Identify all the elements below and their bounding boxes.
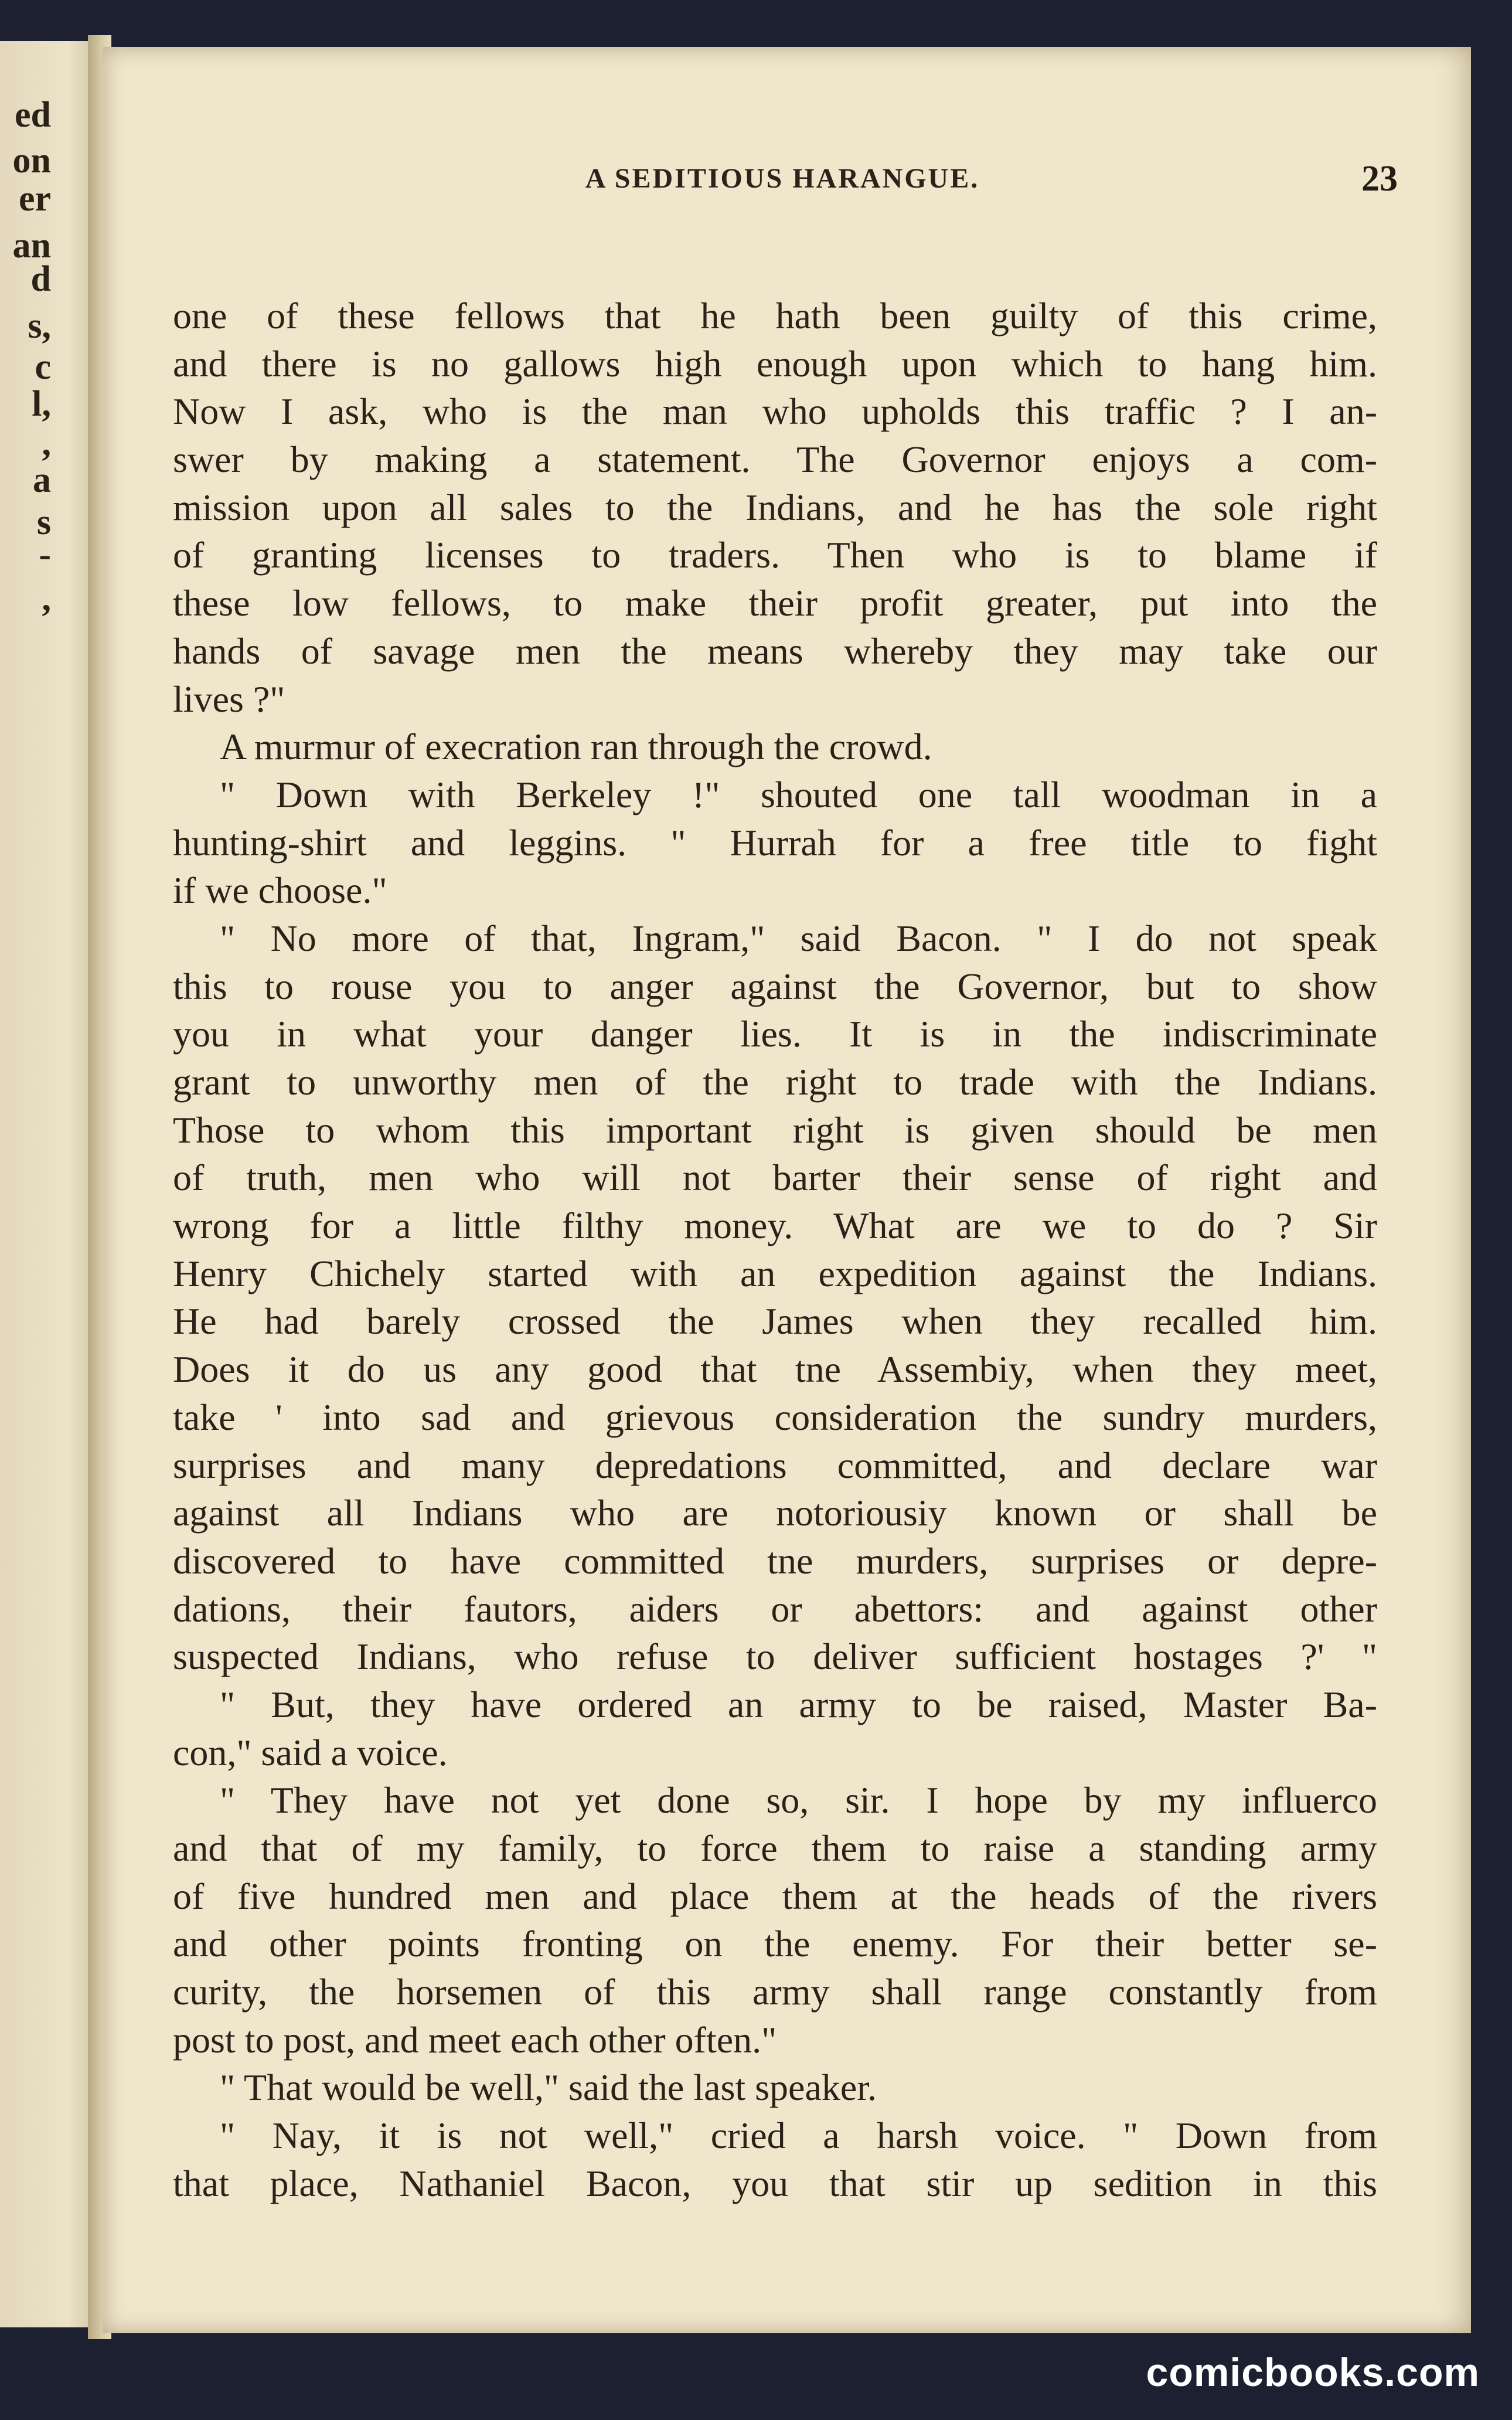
text-line: hands of savage men the means whereby they may take our: [173, 630, 1377, 672]
text-line: " That would be well," said the last speaker.: [220, 2066, 877, 2109]
text-line: one of these fellows that he hath been guilty of this crime,: [173, 295, 1377, 337]
book-page: [103, 47, 1471, 2333]
body-text: [173, 292, 1377, 2208]
text-line: A murmur of execration ran through the crowd.: [220, 726, 932, 768]
facing-page-text-fragment: on: [12, 141, 51, 181]
text-line: curity, the horsemen of this army shall range constantly from: [173, 1971, 1377, 2013]
text-line: hunting-shirt and leggins. " Hurrah for a free title to fight: [173, 821, 1377, 864]
facing-page-text-fragment: a: [33, 460, 51, 500]
text-line: Henry Chichely started with an expedition against the Indians.: [173, 1252, 1377, 1294]
text-line: take ' into sad and grievous consideration the sundry murders,: [173, 1396, 1377, 1438]
text-line: of granting licenses to traders. Then who is to blame if: [173, 534, 1377, 576]
text-line: suspected Indians, who refuse to deliver sufficient hostages ?' ": [173, 1636, 1377, 1678]
text-line: grant to unworthy men of the right to trade with the Indians.: [173, 1061, 1377, 1103]
text-line: against all Indians who are notoriousiy known or shall be: [173, 1492, 1377, 1534]
text-line: post to post, and meet each other often.": [173, 2018, 777, 2061]
text-line: and there is no gallows high enough upon which to hang him.: [173, 342, 1377, 385]
text-line: if we choose.": [173, 869, 387, 912]
text-line: " They have not yet done so, sir. I hope by my influerco: [220, 1779, 1377, 1821]
text-line: of five hundred men and place them at the heads of the rivers: [173, 1875, 1377, 1917]
text-line: surprises and many depredations committed, and declare war: [173, 1444, 1377, 1486]
facing-page-text-fragment: ,: [42, 423, 51, 463]
facing-page-text-fragment: l,: [32, 384, 51, 424]
facing-page-text-fragment: s: [36, 502, 51, 542]
facing-page-text-fragment: an: [12, 226, 51, 266]
facing-page-text-fragment: s,: [28, 306, 51, 346]
text-line: He had barely crossed the James when they recalled him.: [173, 1300, 1377, 1342]
text-line: dations, their fautors, aiders or abettors: and against other: [173, 1588, 1377, 1630]
facing-page-text-fragment: c: [35, 347, 51, 387]
watermark: comicbooks.com: [1146, 2350, 1480, 2395]
text-line: " But, they have ordered an army to be raised, Master Ba-: [220, 1683, 1377, 1725]
text-line: con," said a voice.: [173, 1731, 448, 1773]
text-line: of truth, men who will not barter their sense of right and: [173, 1157, 1377, 1199]
facing-page-text-fragment: ed: [15, 95, 51, 135]
text-line: you in what your danger lies. It is in the indiscriminate: [173, 1013, 1377, 1055]
text-line: and that of my family, to force them to raise a standing army: [173, 1827, 1377, 1869]
text-line: Now I ask, who is the man who upholds this traffic ? I an-: [173, 390, 1377, 433]
text-line: swer by making a statement. The Governor enjoys a com-: [173, 439, 1377, 481]
facing-page-text-fragment: d: [30, 259, 51, 299]
facing-page-fragment: [0, 41, 97, 2327]
page-number: 23: [1361, 159, 1398, 199]
text-line: that place, Nathaniel Bacon, you that stir up sedition in this: [173, 2162, 1377, 2204]
text-line: " No more of that, Ingram," said Bacon. " I do not speak: [220, 917, 1377, 959]
text-line: this to rouse you to anger against the Governor, but to show: [173, 965, 1377, 1007]
text-line: lives ?": [173, 678, 285, 720]
running-head-title: A SEDITIOUS HARANGUE.: [585, 163, 980, 194]
facing-page-text-fragment: -: [39, 535, 51, 575]
text-line: Does it do us any good that tne Assembiy, when they meet,: [173, 1348, 1377, 1391]
text-line: and other points fronting on the enemy. For their better se-: [173, 1923, 1377, 1965]
facing-page-text-fragment: ,: [42, 579, 51, 618]
running-head: [103, 158, 1471, 199]
facing-page-text-fragment: er: [18, 179, 51, 219]
text-line: Those to whom this important right is given should be men: [173, 1109, 1377, 1151]
text-line: " Down with Berkeley !" shouted one tall woodman in a: [220, 773, 1377, 815]
text-line: these low fellows, to make their profit greater, put into the: [173, 582, 1377, 624]
text-line: mission upon all sales to the Indians, and he has the sole right: [173, 486, 1377, 528]
text-line: discovered to have committed tne murders, surprises or depre-: [173, 1539, 1377, 1582]
text-line: " Nay, it is not well," cried a harsh voice. " Down from: [220, 2115, 1377, 2157]
text-line: wrong for a little filthy money. What are we to do ? Sir: [173, 1205, 1377, 1247]
